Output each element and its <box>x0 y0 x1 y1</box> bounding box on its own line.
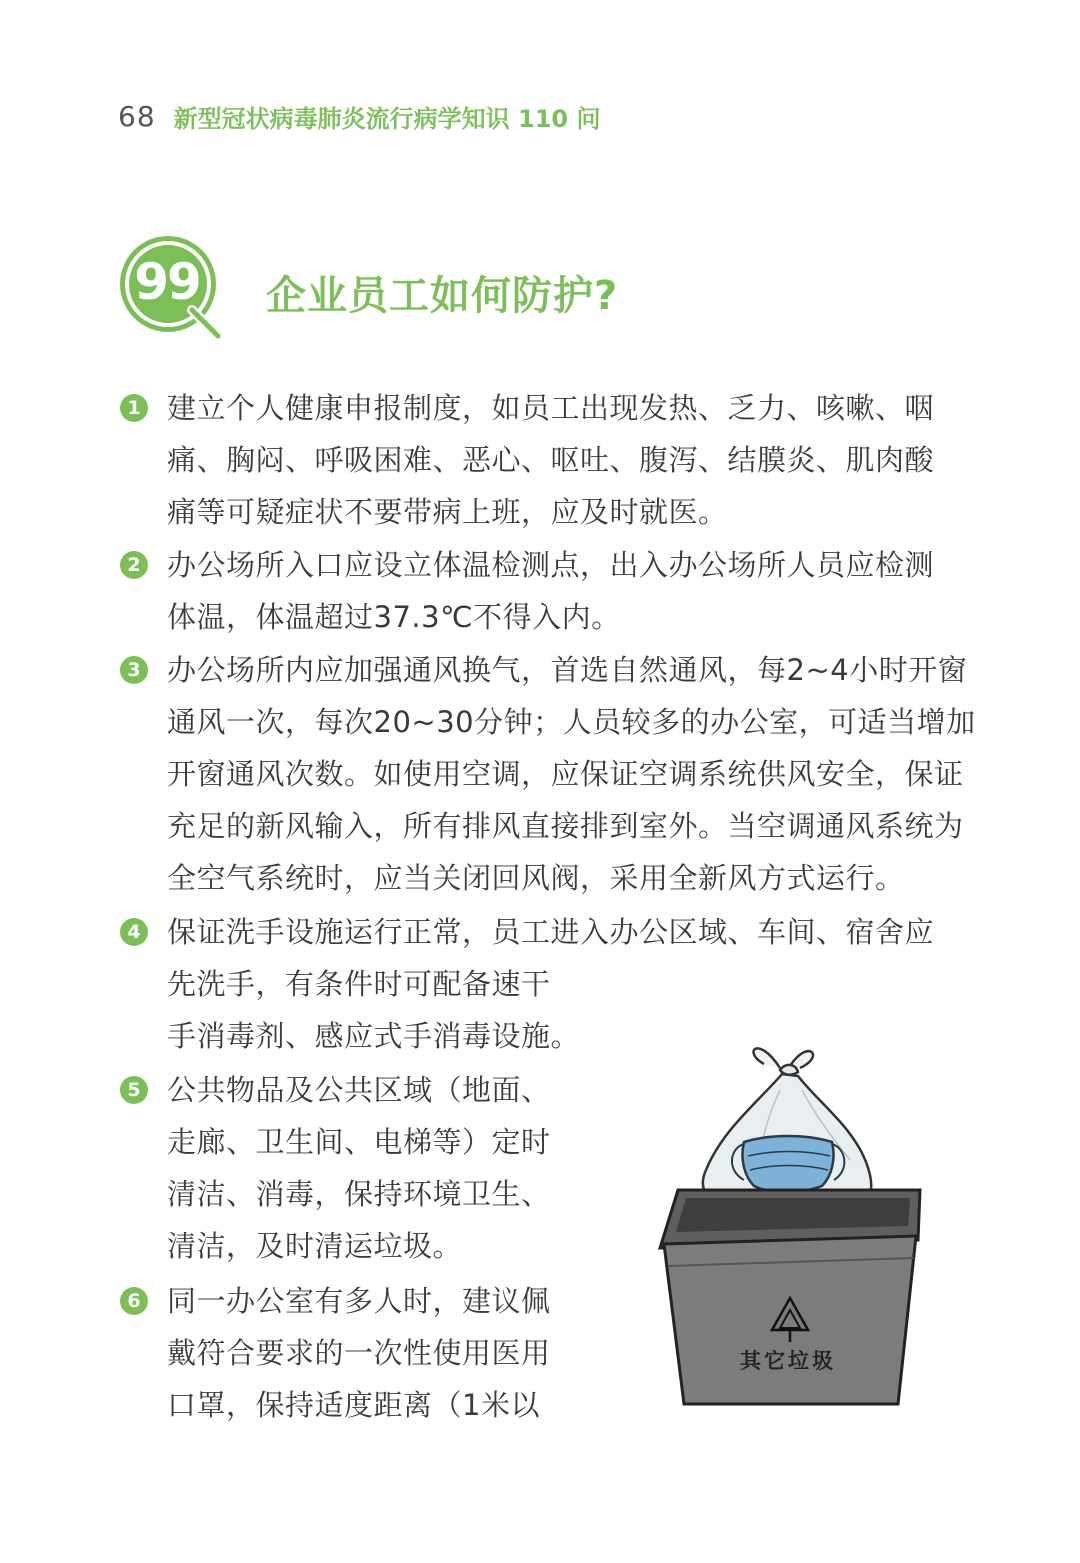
book-title: 新型冠状病毒肺炎流行病学知识 110 问 <box>173 104 601 133</box>
item-text-line: 全空气系统时，应当关闭回风阀，采用全新风方式运行。 <box>167 861 905 895</box>
item-text-line: 通风一次，每次20~30分钟；人员较多的办公室，可适当增加 <box>167 705 976 739</box>
item-number-badge: 3 <box>120 656 148 684</box>
item-text-line: 戴符合要求的一次性使用医用 <box>167 1336 551 1370</box>
item-text-line: 办公场所入口应设立体温检测点，出入办公场所人员应检测 <box>167 548 935 582</box>
item-number-badge: 2 <box>120 551 148 579</box>
item-text-line: 清洁，及时清运垃圾。 <box>167 1229 463 1263</box>
running-header <box>118 96 600 136</box>
item-text-line: 走廊、卫生间、电梯等）定时 <box>167 1125 551 1159</box>
question-number-badge-icon <box>118 232 226 340</box>
item-text-line: 手消毒剂、感应式手消毒设施。 <box>167 1019 581 1053</box>
question-number: 99 <box>134 253 200 311</box>
item-number-badge: 4 <box>120 918 148 946</box>
item-text-line: 先洗手，有条件时可配备速干 <box>167 967 551 1001</box>
bin-label: 其它垃圾 <box>740 1349 836 1373</box>
item-text-line: 保证洗手设施运行正常，员工进入办公区域、车间、宿舍应 <box>167 915 935 949</box>
item-text-line: 充足的新风输入，所有排风直接排到室外。当空调通风系统为 <box>167 809 964 843</box>
item-number-badge: 5 <box>120 1076 148 1104</box>
item-text-line: 痛等可疑症状不要带病上班，应及时就医。 <box>167 495 728 529</box>
trash-bin-illustration <box>640 1030 940 1420</box>
page-number: 68 <box>118 99 156 133</box>
item-text-line: 建立个人健康申报制度，如员工出现发热、乏力、咳嗽、咽 <box>167 391 935 425</box>
question-title: 企业员工如何防护? <box>266 273 619 319</box>
item-text-line: 同一办公室有多人时，建议佩 <box>167 1284 551 1318</box>
item-number-badge: 6 <box>120 1287 148 1315</box>
item-text-line: 公共物品及公共区域（地面、 <box>167 1073 551 1107</box>
item-text-line: 开窗通风次数。如使用空调，应保证空调系统供风安全，保证 <box>167 757 964 791</box>
item-text-line: 体温，体温超过37.3℃不得入内。 <box>167 600 621 634</box>
item-number-badge: 1 <box>120 394 148 422</box>
item-text-line: 清洁、消毒，保持环境卫生、 <box>167 1177 551 1211</box>
item-text-line: 痛、胸闷、呼吸困难、恶心、呕吐、腹泻、结膜炎、肌肉酸 <box>167 443 935 477</box>
face-mask <box>742 1136 833 1192</box>
item-text-line: 办公场所内应加强通风换气，首选自然通风，每2~4小时开窗 <box>167 653 968 687</box>
item-text-line: 口罩，保持适度距离（1米以 <box>167 1388 540 1422</box>
